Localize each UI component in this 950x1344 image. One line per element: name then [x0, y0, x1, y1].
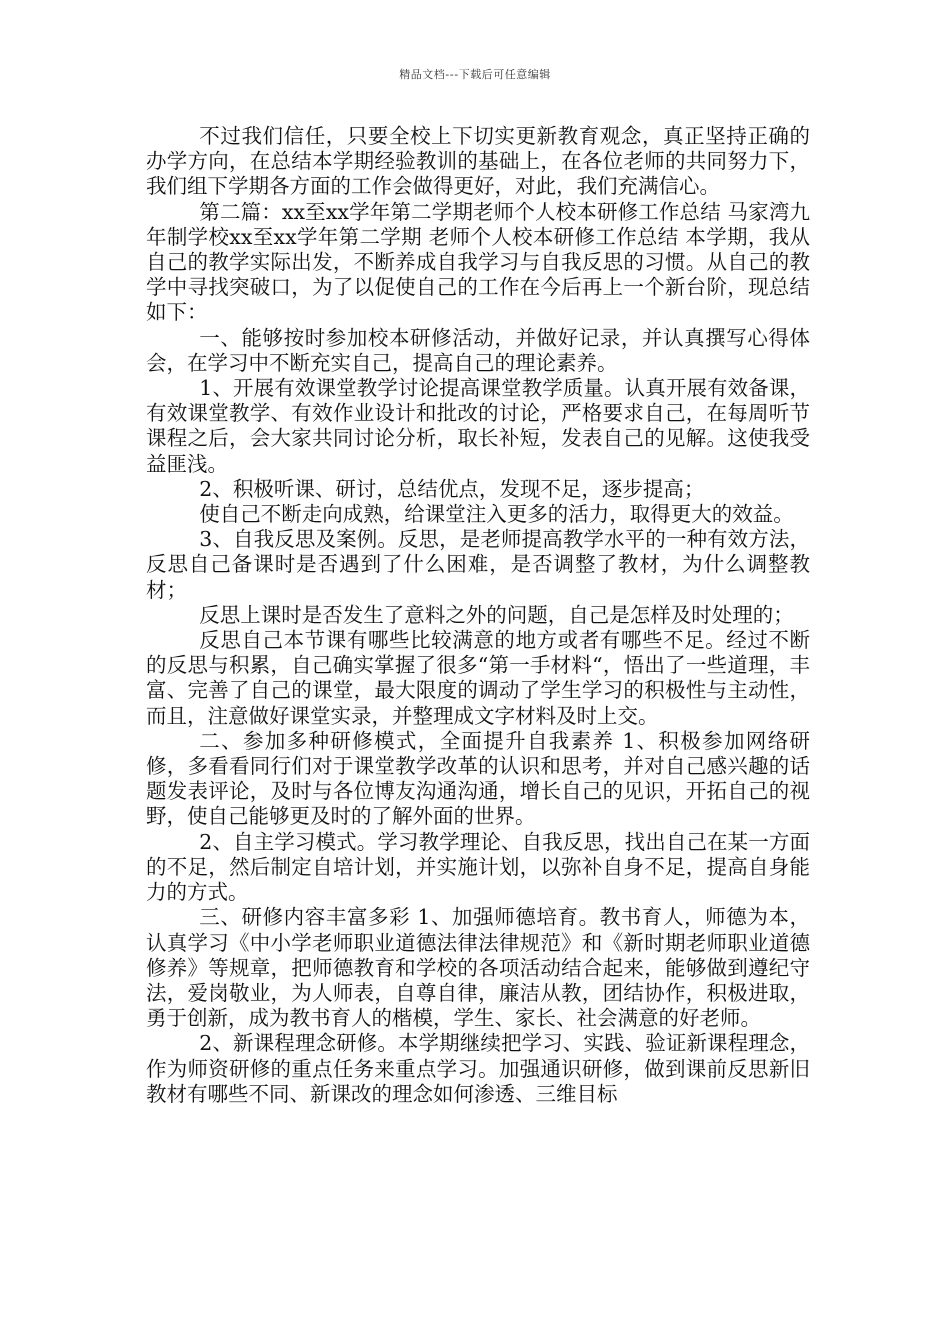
paragraph: 二、参加多种研修模式，全面提升自我素养 1、积极参加网络研修，多看看同行们对于课堂教学改革的认识和思考，并对自己感兴趣的话题发表评论，及时与各位博友沟通沟通，增长自己的见识，开拓自己的视野，使自己能够更及时的了解外面的世界。 — [146, 728, 810, 829]
paragraph: 反思自己本节课有哪些比较满意的地方或者有哪些不足。经过不断的反思与积累，自己确实掌握了很多“第一手材料“，悟出了一些道理，丰富、完善了自己的课堂，最大限度的调动了学生学习的积极性与主动性，而且，注意做好课堂实录，并整理成文字材料及时上交。 — [146, 628, 810, 728]
paragraph: 2、自主学习模式。学习教学理论、自我反思，找出自己在某一方面的不足，然后制定自培计划，并实施计划，以弥补自身不足，提高自身能力的方式。 — [146, 829, 810, 905]
paragraph: 一、能够按时参加校本研修活动，并做好记录，并认真撰写心得体会，在学习中不断充实自己，提高自己的理论素养。 — [146, 325, 810, 375]
paragraph: 1、开展有效课堂教学讨论提高课堂教学质量。认真开展有效备课，有效课堂教学、有效作业设计和批改的讨论，严格要求自己，在每周听节课程之后，会大家共同讨论分析，取长补短，发表自己的见解。这使我受益匪浅。 — [146, 376, 810, 476]
document-body — [146, 124, 810, 1107]
paragraph: 不过我们信任，只要全校上下切实更新教育观念，真正坚持正确的办学方向，在总结本学期经验教训的基础上，在各位老师的共同努力下，我们组下学期各方面的工作会做得更好，对此，我们充满信心。 — [146, 124, 810, 199]
page-header: 精品文档---下载后可任意编辑 — [399, 68, 551, 81]
paragraph: 使自己不断走向成熟，给课堂注入更多的活力，取得更大的效益。 — [199, 502, 794, 527]
paragraph: 反思上课时是否发生了意料之外的问题，自己是怎样及时处理的； — [199, 602, 794, 627]
paragraph: 2、新课程理念研修。本学期继续把学习、实践、验证新课程理念，作为师资研修的重点任务来重点学习。加强通识研修，做到课前反思新旧教材有哪些不同、新课改的理念如何渗透、三维目标 — [146, 1031, 810, 1106]
paragraph: 第二篇：xx至xx学年第二学期老师个人校本研修工作总结 马家湾九年制学校xx至xx学年第二学期 老师个人校本研修工作总结 本学期，我从自己的教学实际出发，不断养成自我学习与自我反思的习惯。从自己的教学中寻找突破口，为了以促使自己的工作在今后再上一个新台阶，现总结如下： — [146, 199, 810, 325]
paragraph: 三、研修内容丰富多彩 1、加强师德培育。教书育人，师德为本，认真学习《中小学老师职业道德法律法律规范》和《新时期老师职业道德修养》等规章，把师德教育和学校的各项活动结合起来，能够做到遵纪守法，爱岗敬业，为人师表，自尊自律，廉洁从教，团结协作，积极进取，勇于创新，成为教书育人的楷模，学生、家长、社会满意的好老师。 — [146, 905, 810, 1031]
paragraph: 3、自我反思及案例。反思，是老师提高教学水平的一种有效方法，反思自己备课时是否遇到了什么困难，是否调整了教材，为什么调整教材； — [146, 527, 810, 602]
paragraph: 2、积极听课、研讨，总结优点，发现不足，逐步提高； — [199, 476, 705, 501]
